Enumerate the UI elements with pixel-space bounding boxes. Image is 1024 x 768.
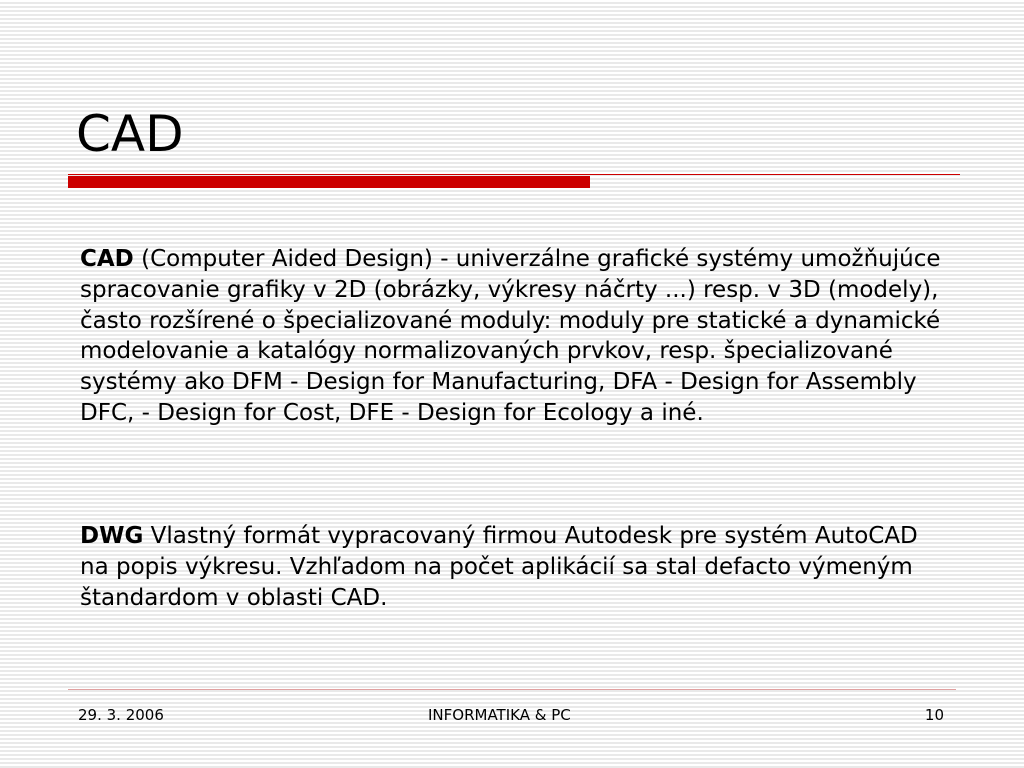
dwg-definition-text: Vlastný formát vypracovaný firmou Autodesk pre systém AutoCAD na popis výkresu. Vzhľadom na počet aplikácií sa stal defacto výmeným štandardom v oblasti CAD. [80,523,918,611]
dwg-term: DWG [80,523,144,549]
footer-date: 29. 3. 2006 [78,706,164,724]
footer-title: INFORMATIKA & PC [428,706,571,724]
cad-term: CAD [80,246,134,272]
cad-definition-text: (Computer Aided Design) - univerzálne grafické systémy umožňujúce spracovanie grafiky v 2D (obrázky, výkresy náčrty ...) resp. v 3D (modely), často rozšírené o špecializované moduly: moduly pre statické a dynamické modelovanie a katalógy normalizovaných prvkov, resp. špecializované systémy ako DFM - Design for Manufacturing, DFA - Design for Assembly DFC, - Design for Cost, DFE - Design for Ecology a iné. [80,246,941,426]
cad-definition-paragraph [80,244,950,429]
footer-divider [68,689,956,690]
title-underline-thick [68,176,590,188]
dwg-definition-paragraph [80,521,950,613]
title-underline-thin [68,174,960,175]
slide-number: 10 [924,706,944,724]
slide-title: CAD [76,105,184,163]
